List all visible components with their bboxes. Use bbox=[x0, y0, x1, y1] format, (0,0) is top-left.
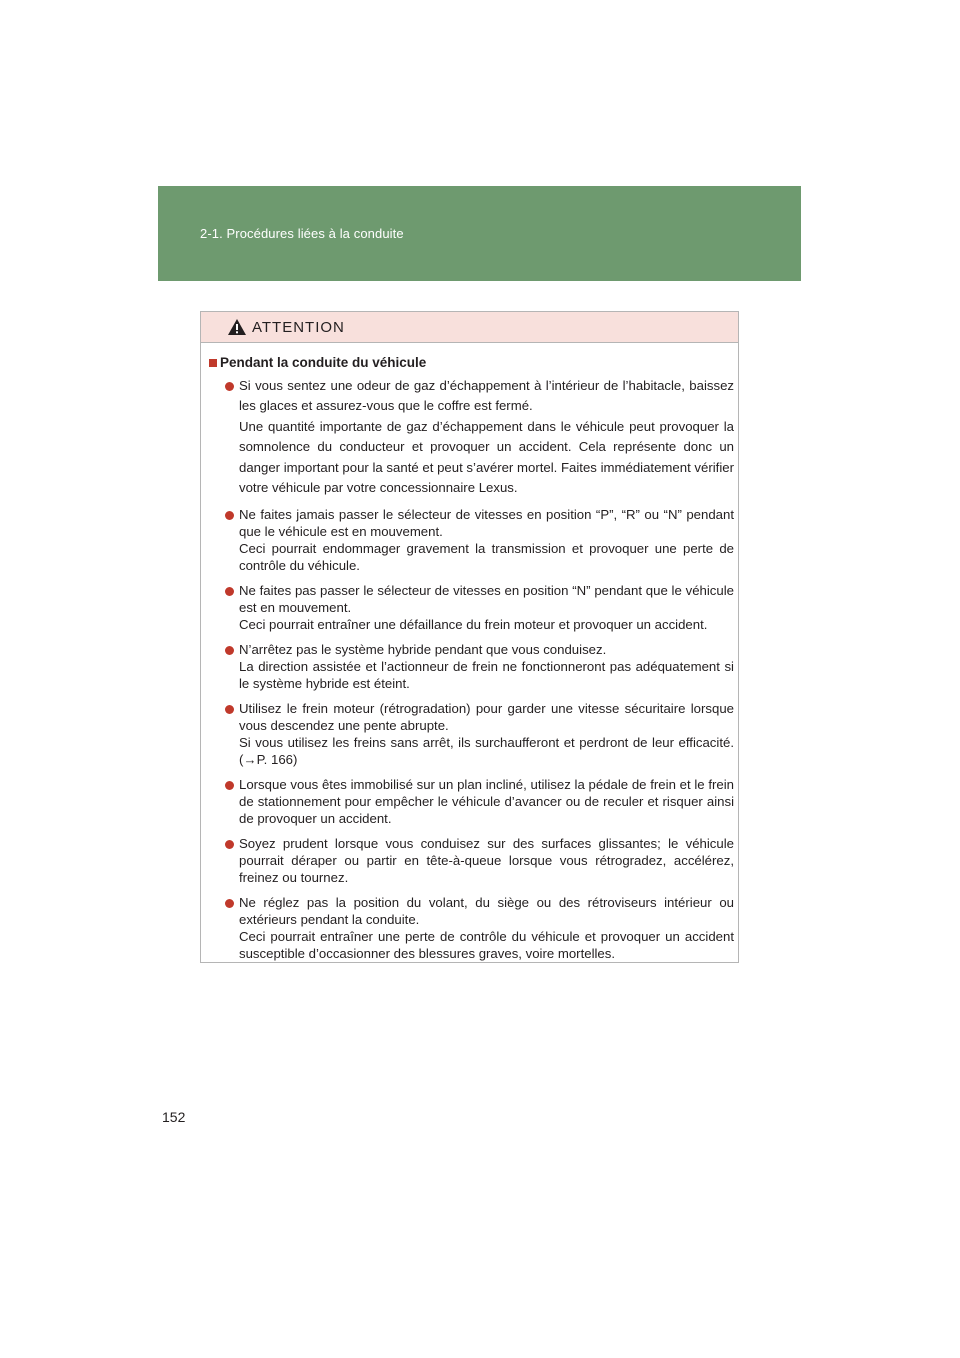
bullet-dot-icon bbox=[225, 511, 234, 520]
caution-item-line: Ne faites jamais passer le sélecteur de vitesses en position “P”, “R” ou “N” pendant que le véhicule est en mouvement. bbox=[239, 507, 734, 540]
bullet-dot-icon bbox=[225, 840, 234, 849]
caution-header bbox=[201, 312, 738, 343]
caution-topic bbox=[209, 355, 734, 370]
caution-box bbox=[200, 311, 739, 963]
caution-item-line: Une quantité importante de gaz d’échappement dans le véhicule peut provoquer la somnolence du conducteur et provoquer un accident. Cela représente donc un danger important pour la santé et peut s’avérer mortel. Faites immédiatement vérifier votre véhicule par votre concessionnaire Lexus. bbox=[239, 418, 734, 496]
caution-item bbox=[209, 506, 734, 574]
caution-item bbox=[209, 641, 734, 692]
page-number: 152 bbox=[162, 1109, 186, 1125]
caution-item bbox=[209, 376, 734, 498]
caution-item-line: Lorsque vous êtes immobilisé sur un plan incliné, utilisez la pédale de frein et le frein de stationnement pour empêcher le véhicule d’avancer ou de reculer et risquer ainsi de provoquer un accident. bbox=[239, 777, 734, 827]
caution-item bbox=[209, 582, 734, 633]
bullet-dot-icon bbox=[225, 587, 234, 596]
square-bullet-icon bbox=[209, 359, 217, 367]
bullet-dot-icon bbox=[225, 899, 234, 908]
caution-item-line: Utilisez le frein moteur (rétrogradation) pour garder une vitesse sécuritaire lorsque vous descendez une pente abrupte. bbox=[239, 701, 734, 734]
bullet-dot-icon bbox=[225, 646, 234, 655]
caution-item-line: Ceci pourrait endommager gravement la transmission et provoquer une perte de contrôle du véhicule. bbox=[239, 541, 734, 574]
caution-item-line: Si vous utilisez les freins sans arrêt, ils surchaufferont et perdront de leur efficacité. (→P. 166) bbox=[239, 735, 734, 768]
caution-item-line: N’arrêtez pas le système hybride pendant que vous conduisez. bbox=[239, 642, 607, 658]
caution-item bbox=[209, 700, 734, 768]
section-header-band bbox=[158, 186, 801, 281]
caution-item bbox=[209, 894, 734, 962]
caution-item-line: Si vous sentez une odeur de gaz d’échappement à l’intérieur de l’habitacle, baissez les glaces et assurez-vous que le coffre est fermé. bbox=[239, 378, 734, 414]
bullet-dot-icon bbox=[225, 382, 234, 391]
section-title: 2-1. Procédures liées à la conduite bbox=[200, 226, 404, 241]
caution-body bbox=[201, 343, 738, 962]
caution-title: ATTENTION bbox=[252, 319, 345, 336]
bullet-dot-icon bbox=[225, 705, 234, 714]
caution-item-line: La direction assistée et l’actionneur de frein ne fonctionneront pas adéquatement si le système hybride est éteint. bbox=[239, 659, 734, 692]
caution-topic-text: Pendant la conduite du véhicule bbox=[220, 355, 427, 370]
bullet-dot-icon bbox=[225, 781, 234, 790]
caution-item bbox=[209, 835, 734, 886]
caution-item-line: Soyez prudent lorsque vous conduisez sur des surfaces glissantes; le véhicule pourrait déraper ou partir en tête-à-queue lorsque vous rétrogradez, accélérez, freinez ou tournez. bbox=[239, 836, 734, 886]
caution-item-line: Ne réglez pas la position du volant, du siège ou des rétroviseurs intérieur ou extérieurs pendant la conduite. bbox=[239, 895, 734, 928]
caution-item-line: Ne faites pas passer le sélecteur de vitesses en position “N” pendant que le véhicule est en mouvement. bbox=[239, 583, 734, 616]
warning-triangle-icon bbox=[227, 318, 247, 336]
caution-item-line: Ceci pourrait entraîner une défaillance du frein moteur et provoquer un accident. bbox=[239, 617, 708, 633]
caution-item bbox=[209, 776, 734, 827]
caution-item-line: Ceci pourrait entraîner une perte de contrôle du véhicule et provoquer un accident susceptible d’occasionner des blessures graves, voire mortelles. bbox=[239, 929, 734, 962]
